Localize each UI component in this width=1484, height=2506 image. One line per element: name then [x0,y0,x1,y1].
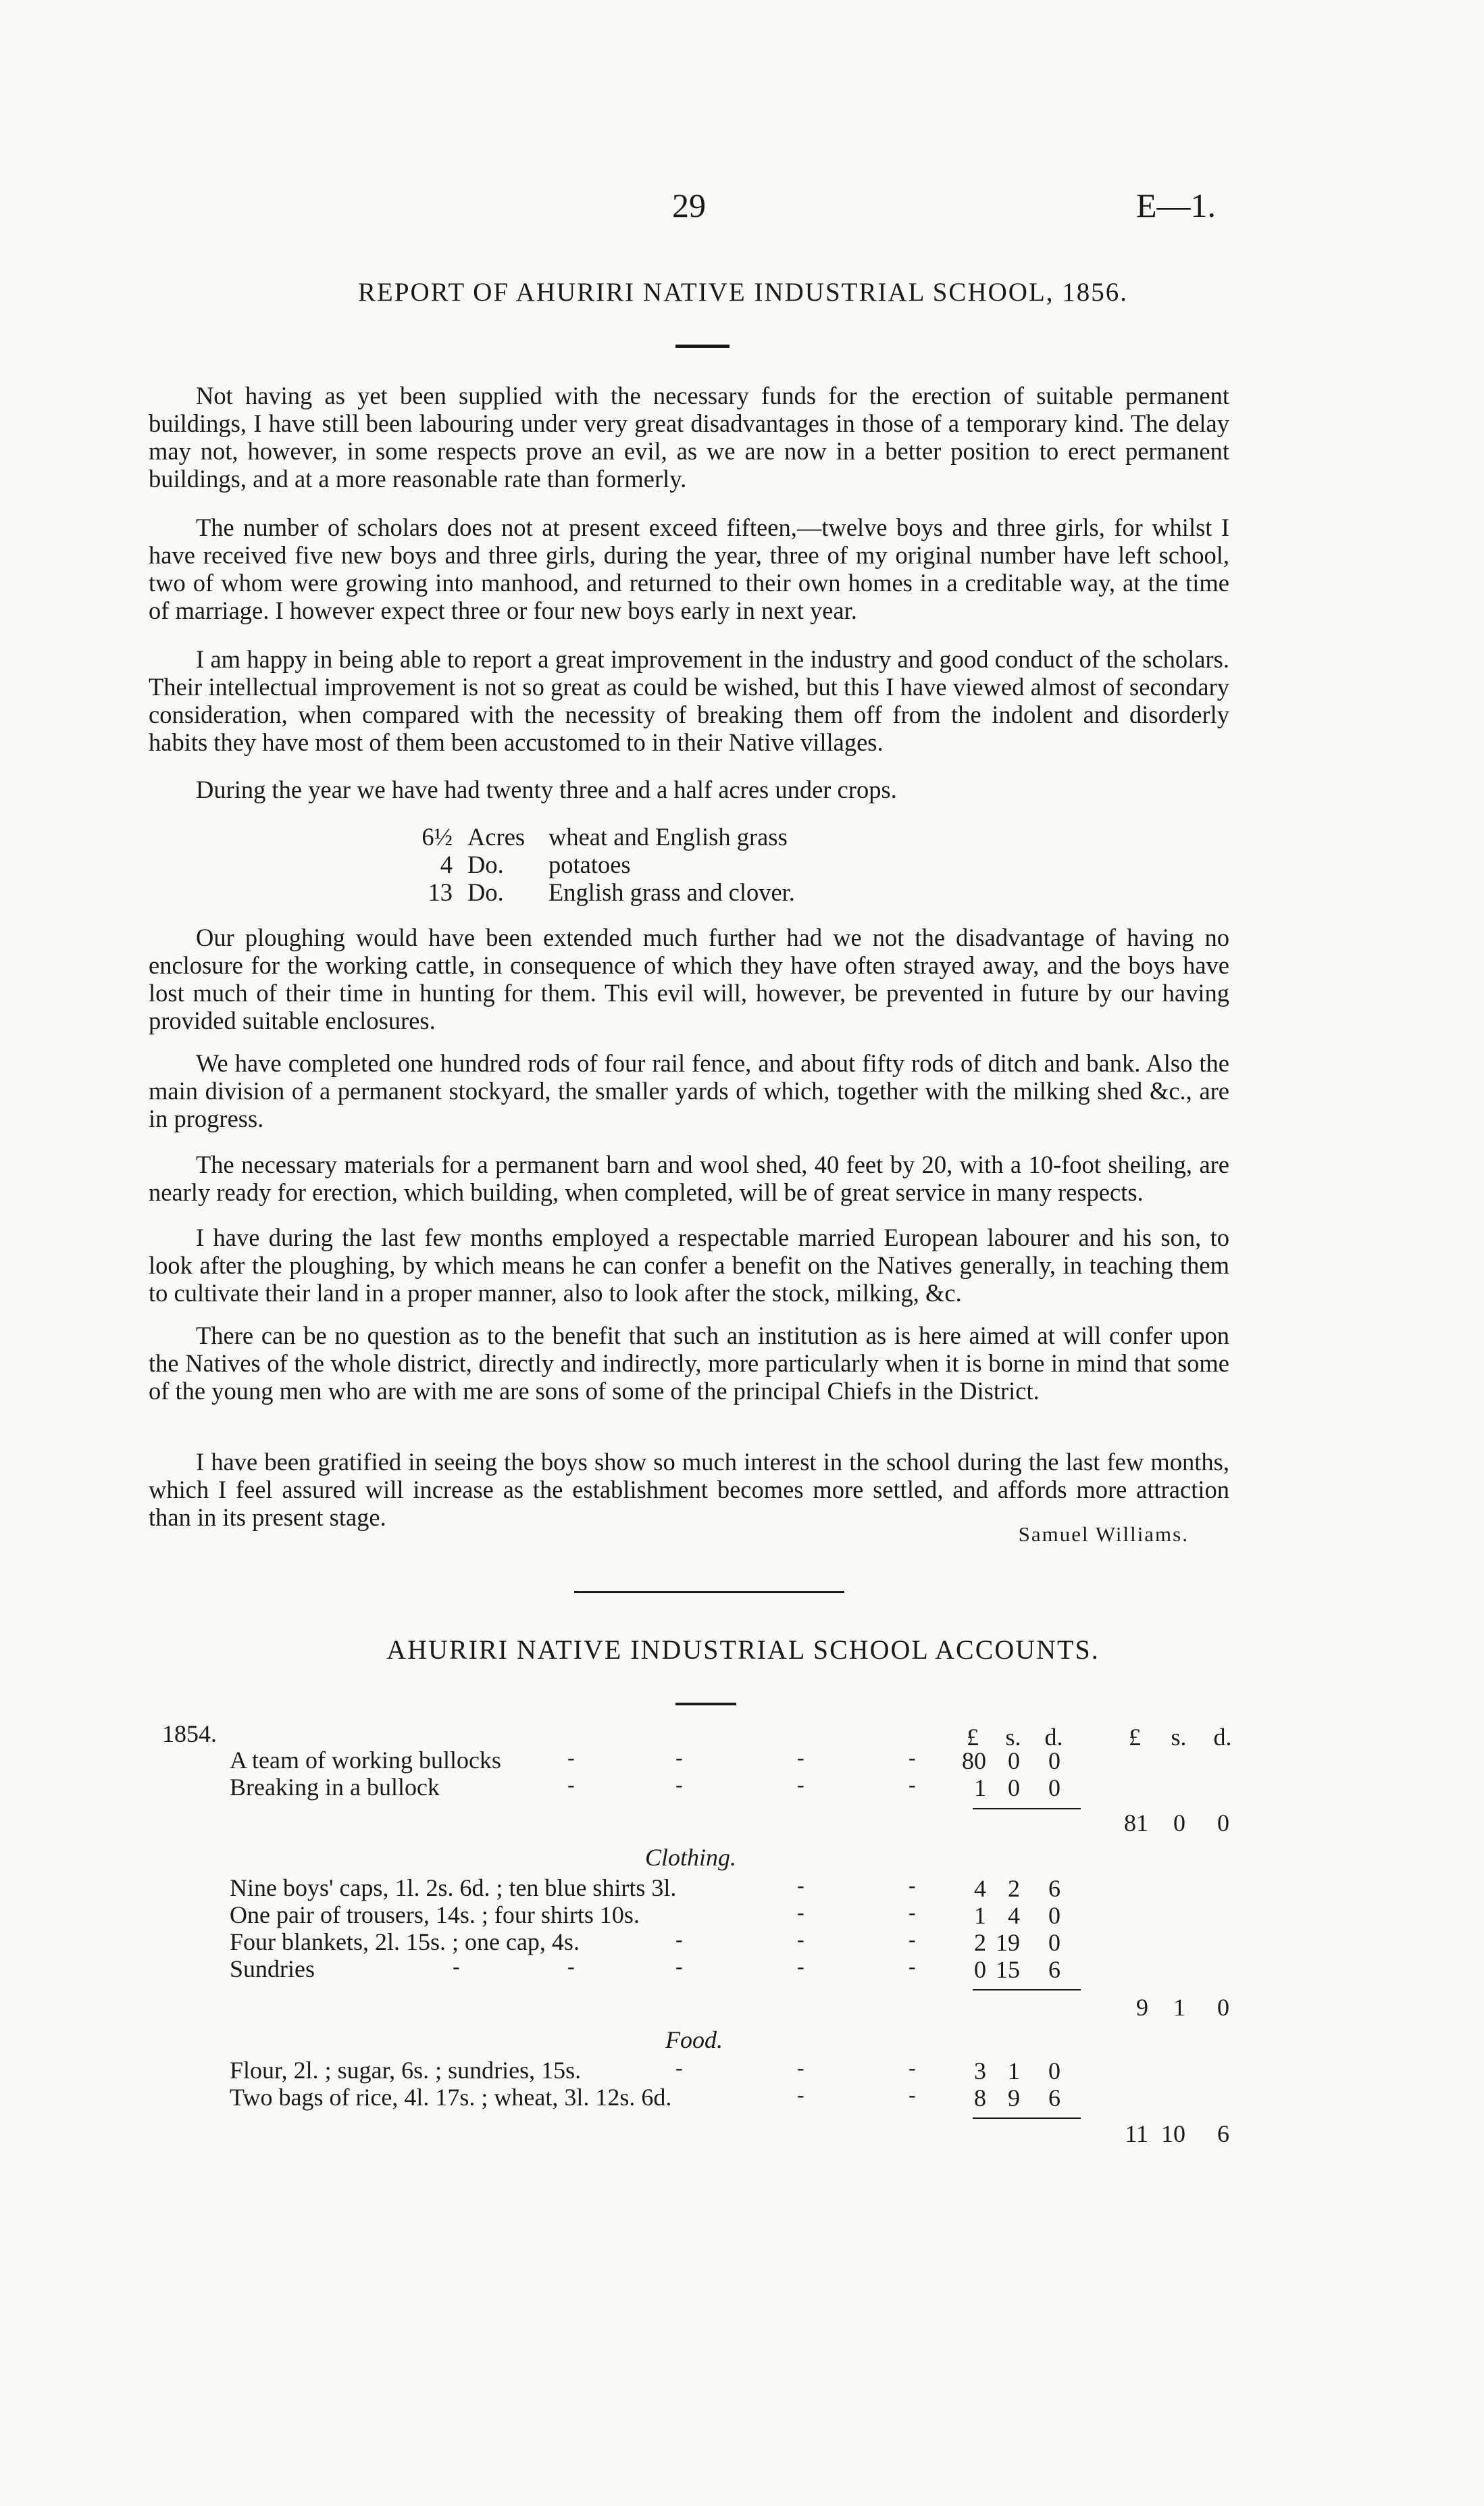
account-year: 1854. [162,1720,217,1747]
paragraph-5: Our ploughing would have been extended much further had we not the disadvantage of having no enclosure for the working cattle, in consequence of which they have often strayed away, and the boys have lost much of their time in hunting for them. This evil will, however, be prevented in future by our having provided suitable enclosures. [149,924,1229,1034]
accounts-title: AHURIRI NATIVE INDUSTRIAL SCHOOL ACCOUNTS. [386,1634,1100,1665]
total-column-pound: £ [1129,1724,1141,1751]
subtotal-2: 9 [1136,1994,1148,2021]
crop-row: 13 Do. English grass and clover. [428,878,795,906]
account-entry: Sundries [230,1955,315,1982]
column-pence: d. [1044,1724,1063,1751]
paragraph-1: Not having as yet been supplied with the necessary funds for the erection of suitable permanent buildings, I have still been labouring under very great disadvantages in those of a temporary kind. The delay may not, however, in some respects prove an evil, as we are now in a better position to erect permanent buildings, and at a more reasonable rate than formerly. [149,382,1229,493]
signature: Samuel Williams. [1018,1522,1189,1546]
subtotal-rule [973,1808,1081,1809]
food-heading: Food. [665,2026,723,2053]
crop-row: 6½ Acres wheat and English grass [421,823,788,851]
paragraph-6: We have completed one hundred rods of four rail fence, and about fifty rods of ditch and bank. Also the main division of a permanent stockyard, the smaller yards of which, together with the milking shed &c., are in progress. [149,1049,1229,1132]
subtotal-rule [973,1989,1081,1990]
accounts-title-rule [675,1703,736,1705]
paragraph-3: I am happy in being able to report a great improvement in the industry and good conduct of the scholars. Their intellectual improvement is not so great as could be wished, but this I have viewed almost of secondary consideration, when compared with the necessity of breaking them off from the indolent and disorderly habits they have most of them been accustomed to in their Native villages. [149,645,1229,756]
account-entry: Two bags of rice, 4l. 17s. ; wheat, 3l. 12s. 6d. [230,2084,672,2111]
account-entry: One pair of trousers, 14s. ; four shirts 10s. [230,1901,640,1928]
account-entry: Four blankets, 2l. 15s. ; one cap, 4s. [230,1928,580,1955]
paragraph-4: During the year we have had twenty three and a half acres under crops. [196,776,897,803]
subtotal-1: 81 [1124,1809,1148,1836]
subtotal-rule [973,2117,1081,2119]
paragraph-7: The necessary materials for a permanent barn and wool shed, 40 feet by 20, with a 10-foot sheiling, are nearly ready for erection, which building, when completed, will be of great service in many respects. [149,1151,1229,1206]
column-shillings: s. [1005,1724,1021,1751]
subtotal-3: 11 [1125,2120,1148,2147]
page-number: 29 [672,186,706,224]
crop-row: 4 Do. potatoes [440,851,631,878]
paragraph-10: I have been gratified in seeing the boys show so much interest in the school during the last few months, which I feel assured will increase as the establishment becomes more settled, and affords more attraction than in its present stage. [149,1448,1229,1531]
account-entry: Nine boys' caps, 1l. 2s. 6d. ; ten blue shirts 3l. [230,1874,677,1901]
paragraph-2: The number of scholars does not at present exceed fifteen,—twelve boys and three girls, for whilst I have received five new boys and three girls, during the year, three of my original number have left school, two of whom were growing into manhood, and returned to their own homes in a creditable way, at the time of marriage. I however expect three or four new boys early in next year. [149,513,1229,624]
column-pound: £ [967,1724,979,1751]
title-rule [675,345,730,348]
total-column-pence: d. [1213,1724,1232,1751]
document-reference: E—1. [1135,186,1216,224]
account-entry: Breaking in a bullock [230,1774,440,1801]
document-page: 29 E—1. REPORT OF AHURIRI NATIVE INDUSTRIAL SCHOOL, 1856. Not having as yet been supplied with the necessary funds for the erection of suitable permanent buildings, I have still been labouring under very great disadvantages in those of a temporary kind. The delay may not, however, in some respects prove an evil, as we are now in a better position to erect permanent buildings, and at a more reasonable rate than formerly. The number of scholars does not at present exceed fifteen,—twelve boys and three girls, for whilst I have received five new boys and three girls, during the year, three of my original number have left school, two of whom were growing into manhood, and returned to their own homes in a creditable way, at the time of marriage. I however expect three or four new boys early in next year. I am happy in being able to report a great improvement in the industry and good conduct of the scholars. Their intellectual improvement is not so great as could be wished, but this I have viewed almost of secondary consideration, when compared with the necessity of breaking them off from the indolent and disorderly habits they have most of them been accustomed to in their Native villages. During the year we have had twenty three and a half acres under crops. 6½ Acres wheat and English grass 4 Do. potatoes 13 Do. English grass and clover. Our ploughing would have been extended much further had we not the disadvantage of having no enclosure for the working cattle, in consequence of which they have often strayed away, and the boys have lost much of their time in hunting for them. This evil will, however, be prevented in future by our having provided suitable enclosures. We have completed one hundred rods of four rail fence, and about fifty rods of ditch and bank. Also the main division of a permanent stockyard, the smaller yards of which, together with the milking shed &c., are in progress. The necessary materials for a permanent barn and wool shed, 40 feet by 20, with a 10-foot sheiling, are nearly ready for erection, which building, when completed, will be of great service in many respects. I have during the last few months employed a respectable married European labourer and his son, to look after the ploughing, by which means he can confer a benefit on the Natives generally, in teaching them to cultivate their land in a proper manner, also to look after the stock, milking, &c. There can be no question as to the benefit that such an institution as is here aimed at will confer upon the Natives of the whole district, directly and indirectly, more particularly when it is borne in mind that some of the young men who are with me are sons of some of the principal Chiefs in the District. I have been gratified in seeing the boys show so much interest in the school during the last few months, which I feel assured will increase as the establishment becomes more settled, and affords more attraction than in its present stage. Samuel Williams. AHURIRI NATIVE INDUSTRIAL SCHOOL ACCOUNTS. 1854. £ s. d. £ s. d. A team of working bullocks 80 0 0 Breaking in a bullock 1 0 0 81 0 0 Clothing. Nine boys' caps, 1l. 2s. 6d. ; ten blue shirts 3l. 4 2 6 One pair of trousers, 14s. ; four shirts 10s. 1 4 0 Four blankets, 2l. 15s. ; one cap, 4s. 2 19 0 Sundries 0 15 6 9 1 0 Food. Flour, 2l. ; sugar, 6s. ; sundries, 15s. 3 1 0 Two bags of rice, 4l. 17s. ; wheat, 3l. 12s. 6d. 8 9 6 11 10 6 - - - - - - - - - - - - - - - - - - - - - - - - - [0,0,1484,2506]
account-entry: Flour, 2l. ; sugar, 6s. ; sundries, 15s. [230,2057,582,2084]
account-entry: A team of working bullocks [230,1747,501,1774]
clothing-heading: Clothing. [645,1844,737,1871]
report-title: REPORT OF AHURIRI NATIVE INDUSTRIAL SCHOOL, 1856. [357,278,1129,307]
paragraph-8: I have during the last few months employed a respectable married European labourer and his son, to look after the ploughing, by which means he can confer a benefit on the Natives generally, in teaching them to cultivate their land in a proper manner, also to look after the stock, milking, &c. [149,1224,1229,1307]
paragraph-9: There can be no question as to the benefit that such an institution as is here aimed at will confer upon the Natives of the whole district, directly and indirectly, more particularly when it is borne in mind that some of the young men who are with me are sons of some of the principal Chiefs in the District. [149,1322,1229,1405]
section-separator [574,1591,844,1593]
total-column-shillings: s. [1171,1724,1187,1751]
